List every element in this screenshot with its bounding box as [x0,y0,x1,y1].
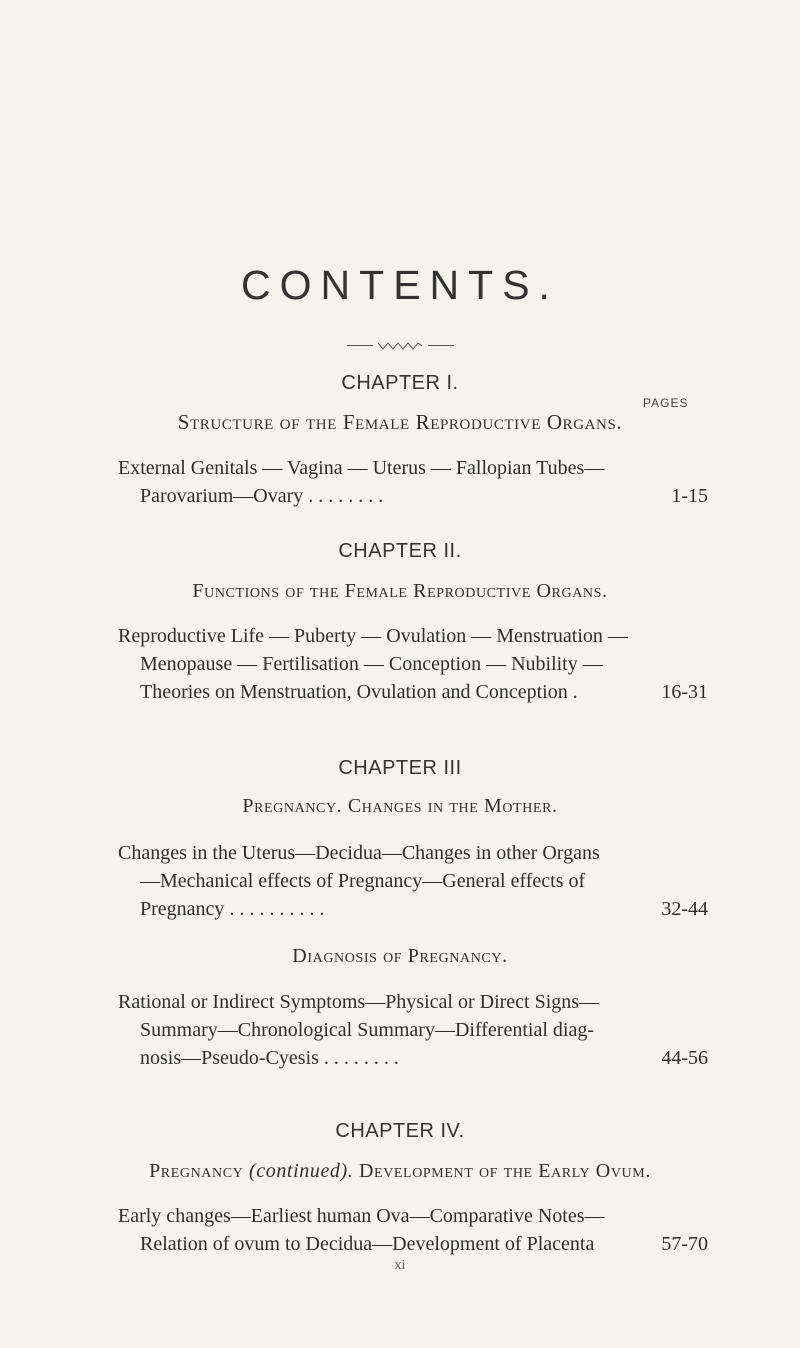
chapter-1-entry [118,454,708,510]
page-title: CONTENTS. [241,262,559,308]
pages-column-header: PAGES [643,396,689,410]
entry-line: Summary—Chronological Summary—Differential diag- [140,1019,594,1041]
chapter-3-section-title: Pregnancy. Changes in the Mother. [242,795,558,817]
entry-line: Reproductive Life — Puberty — Ovulation — Menstruation — [118,625,628,647]
page-range: 57-70 [661,1233,708,1255]
entry-line-last [118,678,708,706]
ornament [0,338,800,354]
entry-text: Parovarium—Ovary . . . . . . . . [140,485,384,507]
section-title-part: Development of the Early Ovum. [359,1160,651,1182]
entry-line-last [118,482,708,510]
chapter-3-heading: CHAPTER III [338,757,462,779]
entry-text: Pregnancy . . . . . . . . . . [140,898,325,920]
entry-line: External Genitals — Vagina — Uterus — Fallopian Tubes— [118,457,605,479]
page-range: 32-44 [661,898,708,920]
entry-line: Changes in the Uterus—Decidua—Changes in other Organs [118,842,600,864]
entry-line-last [118,1044,708,1072]
chapter-1-heading: CHAPTER I. [341,372,459,394]
entry-line: Rational or Indirect Symptoms—Physical or Direct Signs— [118,991,600,1013]
chapter-2-entry [118,622,708,706]
diagnosis-section-title: Diagnosis of Pregnancy. [292,945,508,967]
entry-line-last [118,1230,708,1258]
entry-text: Relation of ovum to Decidua—Development of Placenta [140,1233,595,1255]
chapter-2-heading: CHAPTER II. [338,540,462,562]
entry-text: Theories on Menstruation, Ovulation and Conception . [140,681,578,703]
chapter-1-section-title: Structure of the Female Reproductive Organs. [177,410,623,434]
section-title-part: Pregnancy [149,1160,244,1182]
page-range: 1-15 [671,485,708,507]
page-range: 44-56 [661,1047,708,1069]
diagnosis-entry [118,988,708,1072]
entry-line: Menopause — Fertilisation — Conception — Nubility — [140,653,603,675]
entry-text: nosis—Pseudo-Cyesis . . . . . . . . [140,1047,399,1069]
entry-line: Early changes—Earliest human Ova—Comparative Notes— [118,1205,605,1227]
squiggle-ornament-icon [378,341,422,351]
chapter-2-section-title: Functions of the Female Reproductive Organs. [192,580,608,602]
chapter-4-section-title [0,1160,800,1183]
chapter-3-entry [118,839,708,923]
section-title-italic: (continued). [249,1160,354,1182]
chapter-4-entry [118,1202,708,1258]
chapter-4-heading: CHAPTER IV. [335,1120,465,1142]
page-folio: xi [394,1258,406,1273]
entry-line-last [118,895,708,923]
entry-line: —Mechanical effects of Pregnancy—General effects of [140,870,586,892]
page-range: 16-31 [661,681,708,703]
